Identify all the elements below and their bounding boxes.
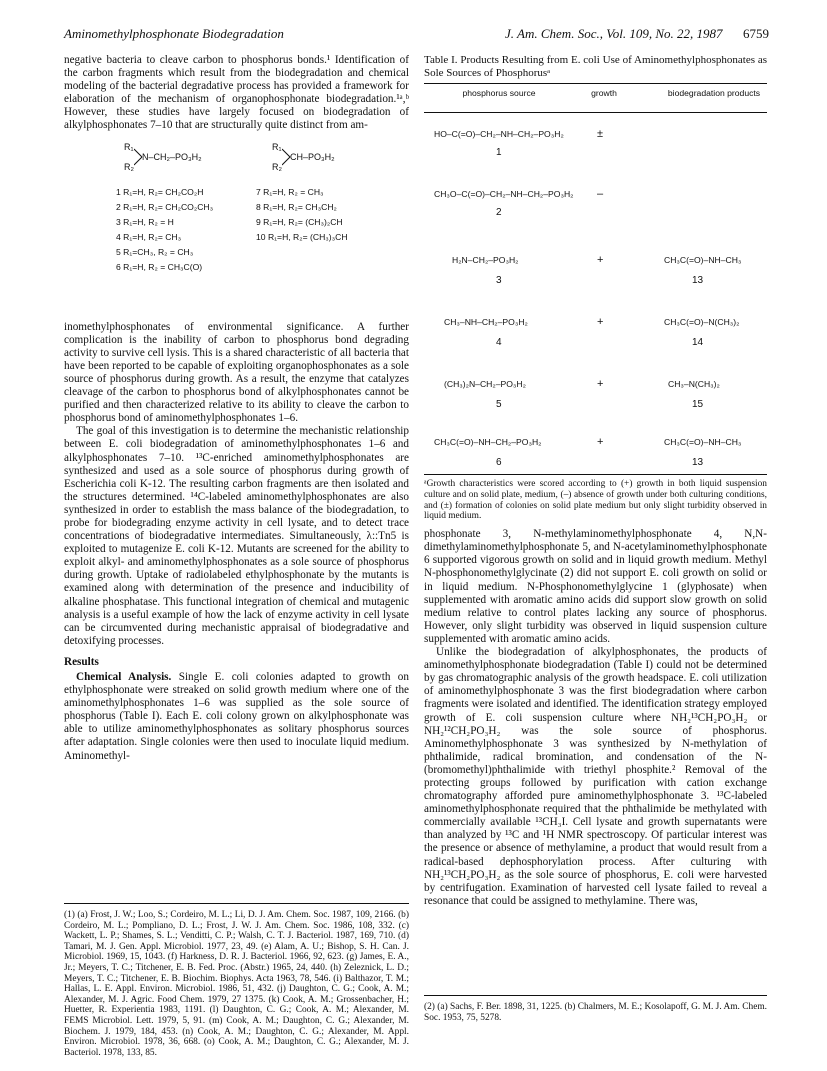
paragraph: phosphonate 3, N-methylaminomethylphosphonate 4, N,N-dimethylaminomethylphosphonate 5, and N-acetylaminomethylphosphonate 6 supported vigorous growth on solid and in liquid growth medium. Methyl N-phosphonomethylglycinate (2) did not support E. coli growth on solid or in liquid medium. N-Phosphonomethylglycine 1 (glyphosate) when supplemented with aromatic amino acids did support slow growth on solid medium relative to control plates lacking any source of phosphorus. However, only slight turbidity was observed in liquid suspension culture supplemented with aromatic amino acids. [424, 528, 767, 645]
product-14: CH₃C(=O)–N(CH₃)₂ [664, 317, 740, 327]
structure-body: CH–PO₃H₂ [290, 151, 335, 162]
compound-entry: 1 R₁=H, R₂= CH₂CO₂H [116, 186, 204, 197]
table-1 [424, 83, 767, 475]
source-label: 5 [496, 399, 502, 410]
paragraph: Unlike the biodegradation of alkylphosphonates, the products of aminomethylphosphonate biodegradation (Table I) could not be determined by gas chromatographic analysis of the growth headspace. E. coli utilization of aminomethylphosphonate 3 was the first biodegradation where carbon fragments were isolated and identified. The identification strategy employed growth of E. coli suspension culture where NH₂¹³CH₂PO₃H₂ or NH₂¹²CH₂PO₃H₂ was the sole source of phosphorus. Aminomethylphosphonate 3 was synthesized by N-methylation of phthalimide, radical bromination, and condensation of the N-(bromomethyl)phthalimide with triethyl phosphite.² Removal of the protecting groups followed by purification with cation exchange chromatography afforded pure aminomethylphosphonate 3. ¹³C-labeled aminomethylphosphonate required that the phthalimide be methylated with commercially available ¹³CH₃I. Cell lysate and growth supernatants were than analyzed by ¹³C and ¹H NMR spectroscopy. Of particular interest was the presence or absence of methylamine, a product that would result from a radical-based dephosphorylation process. After culturing with NH₂¹³CH₂PO₃H₂ as the sole source of phosphorus, E. coli were harvested by centrifugation. Examination of harvested cell lysate failed to reveal a resonance that could be assigned to methylamine. There was, [424, 646, 767, 907]
growth-value: + [597, 436, 604, 448]
structure-2: CH₃O–C(=O)–CH₂–NH–CH₂–PO₃H₂ [434, 189, 574, 199]
r1-label: R₁ [272, 141, 282, 152]
run-in-heading: Chemical Analysis. [76, 671, 172, 683]
source-label: 4 [496, 337, 502, 348]
source-label: 3 [496, 275, 502, 286]
compound-entry: 4 R₁=H, R₂= CH₃ [116, 231, 182, 242]
compound-entry: 10 R₁=H, R₂= (CH₃)₃CH [256, 231, 348, 242]
product-13: CH₃C(=O)–NH–CH₃ [664, 255, 742, 265]
journal-header [505, 26, 769, 42]
right-column [424, 54, 767, 908]
growth-value: ± [597, 128, 604, 140]
compound-entry: 7 R₁=H, R₂ = CH₃ [256, 186, 324, 197]
r2-label: R₂ [124, 161, 134, 172]
section-heading: Results [64, 655, 99, 668]
source-label: 6 [496, 457, 502, 468]
structure-5: (CH₃)₂N–CH₂–PO₃H₂ [444, 379, 526, 389]
table-title: Table I. Products Resulting from E. coli Use of Aminomethylphosphonates as Sole Sources of Phosphorusᵃ [424, 54, 767, 79]
paragraph-text: Single E. coli colonies adapted to growth on ethylphosphonate were streaked on solid growth medium where one of the aminomethylphosphonates 1–6 was supplied as the sole source of phosphorus (Table I). Each E. coli colony grown on alkylphosphonate was able to utilize aminomethylphosphonates as solitary phosphorus sources after adaptation. Single colonies were then used to inoculate liquid medium. Aminomethyl- [64, 671, 409, 762]
header-rule [424, 112, 767, 113]
compound-entry: 8 R₁=H, R₂= CH₃CH₂ [256, 201, 337, 212]
paragraph: negative bacteria to cleave carbon to phosphorus bonds.¹ Identification of the carbon fragments which result from the biodegradation and chemical modeling of the bacterial degradative process has provided a framework for elaboration of the mechanism of organophosphonate biodegradation.¹ᵃ,ᵇ However, these studies have largely focused on biodegradation of alkylphosphonates 7–10 that are structurally quite distinct from am- [64, 54, 409, 132]
growth-value: + [597, 378, 604, 390]
product-label: 14 [692, 337, 704, 348]
r1-label: R₁ [124, 141, 134, 152]
growth-value: + [597, 316, 604, 328]
compound-entry: 6 R₁=H, R₂ = CH₃C(O) [116, 261, 203, 272]
structure-6: CH₃C(=O)–NH–CH₂–PO₃H₂ [434, 437, 542, 447]
compound-entry: 3 R₁=H, R₂ = H [116, 216, 174, 227]
product-label: 13 [692, 275, 704, 286]
compound-entry: 9 R₁=H, R₂= (CH₃)₂CH [256, 216, 343, 227]
structure-4: CH₃–NH–CH₂–PO₃H₂ [444, 317, 528, 327]
col-header-growth: growth [591, 88, 617, 98]
page-number: 6759 [743, 26, 769, 41]
bond-lines [134, 145, 144, 169]
product-13: CH₃C(=O)–NH–CH₃ [664, 437, 742, 447]
bond-lines [282, 145, 292, 169]
table-footnote: ᵃGrowth characteristics were scored according to (+) growth in both liquid suspension culture and on solid plate, medium, (–) absence of growth under both culturing conditions, and (±) formation of colonies on solid plate medium but only slight turbidity observed in liquid medium. [424, 479, 767, 522]
r2-label: R₂ [272, 161, 282, 172]
compound-entry: 2 R₁=H, R₂= CH₂CO₂CH₃ [116, 201, 214, 212]
growth-value: + [597, 254, 604, 266]
journal-ref: J. Am. Chem. Soc., Vol. 109, No. 22, 1987 [505, 26, 723, 41]
paragraph [64, 671, 409, 763]
compound-entry: 5 R₁=CH₃, R₂ = CH₃ [116, 246, 194, 257]
col-header-products: biodegradation products [667, 88, 761, 98]
structure-3: H₂N–CH₂–PO₃H₂ [452, 255, 519, 265]
left-column [64, 54, 409, 763]
product-label: 15 [692, 399, 704, 410]
paragraph: inomethylphosphonates of environmental significance. A further complication is the inability of carbon to phosphorus bond degrading activity to survive cell lysis. This is a shared characteristic of all bacteria that have been reported to be capable of exploiting organophosphonates as a sole source of phosphorus during growth. As a result, the enzyme that catalyzes cleavage of the carbon to phosphorus bond of alkylphosphonates cannot be purified and then characterized relative to its ability to cleave the carbon to phosphorus bond of aminomethylphosphonates 1–6. [64, 320, 409, 425]
product-15: CH₃–N(CH₃)₂ [668, 379, 720, 389]
col-header-source: phosphorus source [462, 88, 536, 98]
structure-1: HO–C(=O)–CH₂–NH–CH₂–PO₃H₂ [434, 129, 564, 139]
structure-body: N–CH₂–PO₃H₂ [142, 151, 202, 162]
footnotes-right: (2) (a) Sachs, F. Ber. 1898, 31, 1225. (b) Chalmers, M. E.; Kosolapoff, G. M. J. Am. Chem. Soc. 1953, 75, 5278. [424, 995, 767, 1023]
growth-value: – [597, 188, 604, 200]
source-label: 1 [496, 147, 502, 158]
compound-list [116, 185, 416, 281]
footnotes-left: (1) (a) Frost, J. W.; Loo, S.; Cordeiro, M. L.; Li, D. J. Am. Chem. Soc. 1987, 109, 2166. (b) Cordeiro, M. L.; Pompliano, D. L.; Frost, J. W. J. Am. Chem. Soc. 1986, 108, 332. (c) Wackett, L. P.; Shames, S. L.; Venditti, C. P.; Walsh, C. T. J. Bacteriol. 1987, 169, 710. (d) Tamari, M. J. Gen. Appl. Microbiol. 1977, 23, 49. (e) Alam, A. U.; Bishop, S. H. Can. J. Microbiol. 1969, 15, 1043. (f) Harkness, D. R. J. Bacteriol. 1966, 92, 623. (g) James, E. A., Jr.; Meyers, T. C.; Titchener, E. B. Fed. Proc. (Abstr.) 1965, 24, 440. (h) Zeleznick, L. D.; Meyers, T. C.; Titchener, E. B. Biochim. Biophys. Acta 1963, 78, 546. (i) Balthazor, T. M.; Hallas, L. E. Appl. Environ. Microbiol. 1986, 51, 432. (j) Daughton, C. G.; Cook, A. M.; Alexander, M. J. Agric. Food Chem. 1979, 27 1375. (k) Cook, A. M.; Grossenbacher, H.; Huetter, R. Experientia 1983, 1191. (l) Daughton, C. G.; Cook, A. M.; Alexander, M. FEMS Microbiol. Lett. 1979, 5, 91. (m) Cook, A. M.; Daughton, C. G.; Alexander, M. Biochem. J. 1979, 184, 453. (n) Cook, A. M.; Daughton, C. G.; Alexander, M. Appl. Environ. Microbiol. 1978, 36, 668. (o) Cook, A. M.; Daughton, C. G.; Alexander, M. J. Bacteriol. 1978, 133, 85. [64, 903, 409, 1058]
paragraph: The goal of this investigation is to determine the mechanistic relationship between E. coli biodegradation of aminomethylphosphonates 1–6 and alkylphosphonates 7–10. ¹³C-enriched aminomethylphosphonates are synthesized and used as a sole source of phosphorus during growth of Escherichia coli K-12. The resulting carbon fragments are then isolated and the structures determined. ¹⁴C-labeled aminomethylphosphonates are also synthesized in order to establish the mass balance of the biodegradation, to probe for biodegrading enzyme activity in cell lysate, and to detect trace concentrations of biodegradative intermediates. Simultaneously, λ::Tn5 is exploited to mutagenize E. coli K-12. Mutants are screened for the ability to exploit alkyl- and aminomethylphosphonates as a sole source of phosphorus during growth. Uptake of radiolabeled ethylphosphonate by the mutants is examined along with determination of the presence and inducibility of alkaline phosphatase. This functional integration of chemical and mutagenic analysis is a useful example of how the lack of enzyme activity in cell lysate can be circumvented during mechanistic appraisal of biodegradative and detoxifying processes. [64, 425, 409, 647]
product-label: 13 [692, 457, 704, 468]
running-title: Aminomethylphosphonate Biodegradation [64, 26, 284, 41]
general-structures [64, 139, 409, 272]
source-label: 2 [496, 207, 502, 218]
